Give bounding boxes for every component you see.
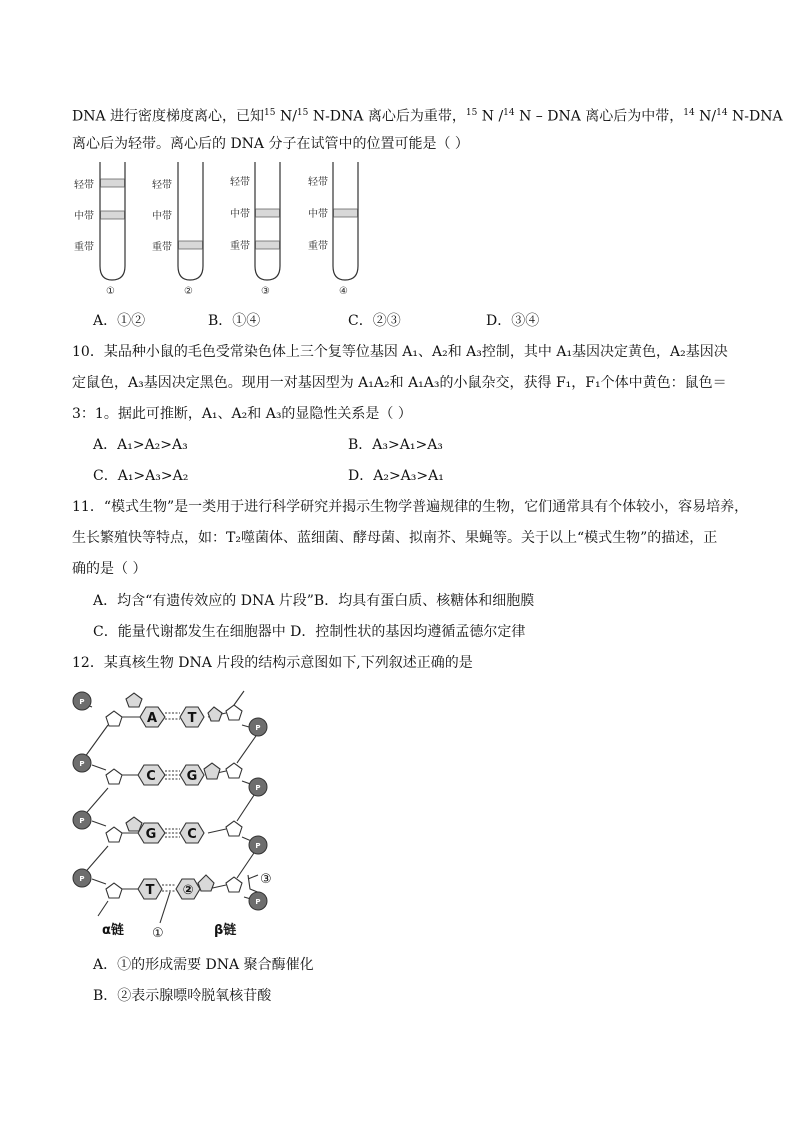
marker-3: ③ — [260, 872, 272, 887]
test-tube-figure — [60, 158, 380, 304]
base-letter: G — [186, 769, 198, 784]
q10-option-c[interactable]: C．A₁>A₃>A₂ — [93, 468, 189, 484]
base-letter: T — [145, 883, 155, 898]
q11-options-cd[interactable]: C．能量代谢都发生在细胞器中 D．控制性状的基因均遵循孟德尔定律 — [93, 624, 526, 640]
band-heavy — [256, 241, 280, 249]
base-letter: G — [145, 827, 157, 842]
dna-structure-figure — [62, 683, 302, 943]
q9-sep: N / — [477, 108, 504, 125]
band-label-heavy: 重带 — [308, 241, 328, 252]
phosphate-label: P — [255, 898, 261, 906]
tube-3 — [230, 162, 280, 297]
band-middle — [101, 211, 125, 219]
band-middle — [256, 209, 280, 217]
base-letter: T — [187, 711, 197, 726]
tube-number: ① — [106, 286, 115, 297]
band-label-middle: 中带 — [308, 209, 328, 220]
isotope-15: 15 — [264, 108, 276, 118]
q11-stem-line3: 确的是（ ） — [72, 561, 147, 577]
isotope-14: 14 — [683, 108, 695, 118]
q9-sep: N/ — [694, 108, 717, 125]
phosphate-label: P — [79, 875, 85, 883]
band-light — [101, 179, 125, 187]
tube-2 — [152, 162, 203, 297]
q12-option-a[interactable]: A．①的形成需要 DNA 聚合酶催化 — [93, 957, 314, 973]
band-label-light: 轻带 — [74, 180, 94, 191]
band-label-middle: 中带 — [152, 211, 172, 222]
band-label-light: 轻带 — [308, 177, 328, 188]
q11-options-ab[interactable]: A．均含“有遗传效应的 DNA 片段”B．均具有蛋白质、核糖体和细胞膜 — [93, 593, 535, 609]
q9-option-a[interactable]: A．①② — [93, 313, 146, 329]
q9-sep: N/ — [275, 108, 297, 125]
tube-number: ④ — [339, 286, 348, 297]
alpha-chain-label: α链 — [102, 923, 124, 938]
isotope-15: 15 — [465, 108, 478, 118]
tube-1 — [74, 162, 125, 297]
q9-stem-line2: 离心后为轻带。离心后的 DNA 分子在试管中的位置可能是（ ） — [72, 136, 469, 152]
tube-number: ③ — [261, 286, 270, 297]
tube-4 — [308, 162, 358, 297]
q10-stem-line1: 10．某品种小鼠的毛色受常染色体上三个复等位基因 A₁、A₂和 A₃控制，其中 A₁基因决定黄色，A₂基因决 — [72, 344, 728, 360]
band-label-heavy: 重带 — [230, 241, 250, 252]
band-label-light: 轻带 — [230, 177, 250, 188]
isotope-14: 14 — [716, 108, 728, 118]
phosphate-label: P — [79, 817, 85, 825]
band-label-heavy: 重带 — [152, 242, 172, 253]
q9-option-d[interactable]: D．③④ — [486, 313, 540, 329]
band-middle — [334, 209, 358, 217]
band-label-middle: 中带 — [74, 211, 94, 222]
q9-text: DNA 进行密度梯度离心，已知 — [72, 108, 265, 125]
q10-stem-line2: 定鼠色，A₃基因决定黑色。现用一对基因型为 A₁A₂和 A₁A₃的小鼠杂交，获得 F₁，F₁个体中黄色：鼠色＝ — [72, 375, 727, 391]
q10-option-a[interactable]: A．A₁>A₂>A₃ — [93, 437, 188, 453]
tube-number: ② — [184, 286, 193, 297]
phosphate-label: P — [79, 760, 85, 768]
base-marker-2: ② — [182, 883, 194, 898]
phosphate-label: P — [255, 724, 261, 732]
base-letter: C — [146, 769, 156, 784]
q12-stem-line1: 12．某真核生物 DNA 片段的结构示意图如下,下列叙述正确的是 — [72, 655, 473, 671]
q10-option-d[interactable]: D．A₂>A₃>A₁ — [348, 468, 444, 484]
base-letter: C — [187, 827, 197, 842]
q11-stem-line2: 生长繁殖快等特点，如：T₂噬菌体、蓝细菌、酵母菌、拟南芥、果蝇等。关于以上“模式生物”的描述，正 — [72, 530, 718, 546]
band-label-middle: 中带 — [230, 209, 250, 220]
band-heavy — [179, 241, 203, 249]
band-label-heavy: 重带 — [74, 242, 94, 253]
base-letter: A — [146, 711, 158, 726]
q9-option-c[interactable]: C．②③ — [348, 313, 401, 329]
marker-1: ① — [152, 926, 164, 941]
q9-text: N-DNA 离心后为重带， — [308, 108, 466, 125]
q10-option-b[interactable]: B．A₃>A₁>A₃ — [348, 437, 443, 453]
q11-stem-line1: 11．“模式生物”是一类用于进行科学研究并揭示生物学普遍规律的生物，它们通常具有个体较小，容易培养， — [72, 499, 749, 515]
q9-text: N-DNA — [727, 108, 783, 125]
isotope-15: 15 — [296, 108, 309, 118]
q9-stem-line1 — [72, 103, 783, 127]
q10-stem-line3: 3：1。据此可推断，A₁、A₂和 A₃的显隐性关系是（ ） — [72, 406, 412, 422]
q9-text: N – DNA 离心后为中带， — [514, 108, 684, 125]
phosphate-label: P — [79, 698, 85, 706]
band-label-light: 轻带 — [152, 180, 172, 191]
q12-option-b[interactable]: B．②表示腺嘌呤脱氧核苷酸 — [93, 988, 272, 1004]
beta-chain-label: β链 — [214, 923, 237, 938]
isotope-14: 14 — [503, 108, 515, 118]
q9-option-b[interactable]: B．①④ — [208, 313, 261, 329]
phosphate-label: P — [255, 784, 261, 792]
phosphate-label: P — [255, 842, 261, 850]
